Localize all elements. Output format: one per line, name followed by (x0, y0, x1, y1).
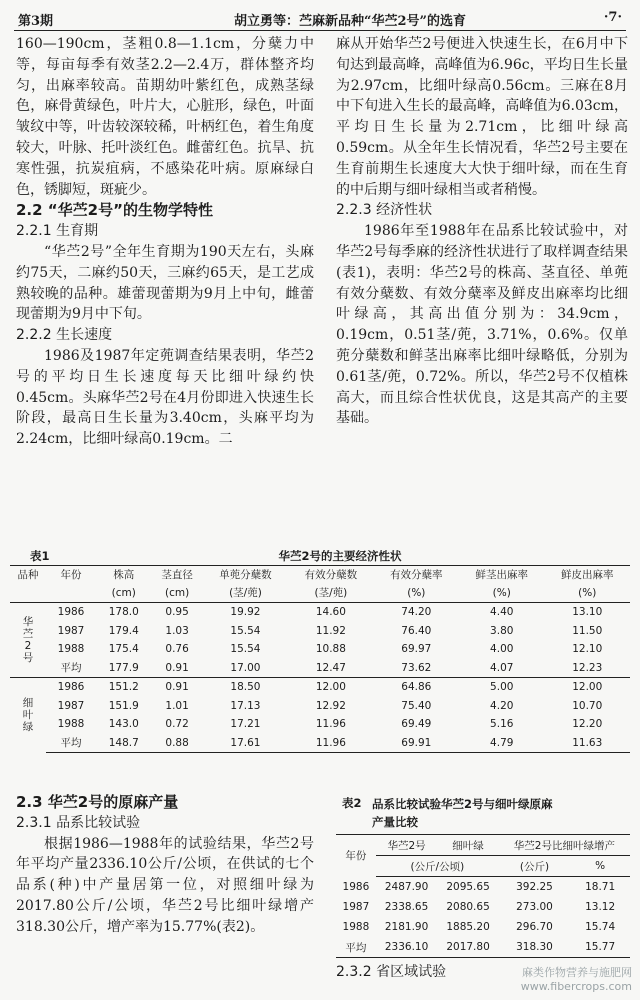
paragraph: “华苎2号”全年生育期为190天左右，头麻约75天，二麻约50天，三麻约65天，是工艺成熟较晚的品种。雄蕾现蕾期为9月上中旬，雌蕾现蕾期为9月中下旬。 (16, 243, 314, 323)
col-unit: (茎/蔸) (203, 584, 288, 603)
table-cell: 15.77 (570, 937, 630, 958)
table-cell: 11.96 (315, 718, 346, 731)
table-cell: 69.91 (374, 734, 459, 753)
table-cell: 12.47 (315, 661, 346, 674)
table-body (10, 603, 630, 753)
section-heading-2-3-1: 2.3.1 品系比较试验 (16, 814, 141, 831)
col-unit (46, 584, 96, 603)
table-row (10, 697, 630, 716)
running-title: 胡立勇等：苎麻新品种“华苎2号”的选育 (233, 14, 466, 29)
table-cell: 平均 (60, 662, 82, 675)
col-header-huazhu2: 华苎2号 (376, 835, 437, 856)
table-header-unit-row (336, 856, 630, 877)
table-cell: 11.63 (544, 734, 630, 753)
table-cell: 392.25 (516, 881, 553, 893)
section-2-3-column (16, 792, 314, 938)
table-cell: 4.07 (490, 661, 514, 674)
table-cell: 18.50 (203, 678, 288, 697)
table1-caption: 华苎2号的主要经济性状 (278, 549, 402, 563)
table-cell: 69.49 (401, 718, 432, 731)
table-cell: 4.40 (490, 606, 514, 619)
paragraph: 麻从开始华苎2号便进入快速生长，在6月中下旬达到最高峰，高峰值为6.96c，平均日生长量为2.97cm，比细叶绿高0.56cm。三麻在8月中下旬进入生长的最高峰，高峰值为6.03cm，平均日生长量为2.71cm，比细叶绿高0.59cm。从全年生长情况看，华苎2号主要在生育前期生长速度大大快于细叶绿，而在生育的中后期与细叶绿相当或者稍慢。 (336, 36, 628, 198)
table-cell: 1987 (57, 624, 85, 637)
table-cell: 3.80 (490, 624, 514, 637)
table-cell: 151.2 (96, 678, 151, 697)
table2-caption-line1: 品系比较试验华苎2号与细叶绿原麻 (372, 797, 553, 811)
table-cell: 12.23 (572, 661, 603, 674)
table-cell: 15.54 (230, 624, 261, 637)
issue-number: 第3期 (18, 14, 54, 29)
table-cell: 10.70 (572, 699, 603, 712)
col-header: 有效分蘖率 (374, 566, 459, 585)
table-cell: 2017.80 (437, 937, 498, 958)
table-cell: 1986 (342, 880, 370, 893)
table-header-row (10, 566, 630, 585)
table-cell: 11.96 (288, 734, 373, 753)
table-cell: 175.4 (108, 643, 139, 656)
table-cell: 296.70 (516, 921, 553, 933)
table-cell: 69.97 (401, 643, 432, 656)
paragraph: 根据1986—1988年的试验结果，华苎2号年平均产量2336.10公斤/公顷，在供试的七个品系(种)中产量居第一位，对照细叶绿为2017.80公斤/公顷，华苎2号比细叶绿增产318.30公斤，增产率为15.77%(表2)。 (16, 835, 314, 935)
table-row (10, 678, 630, 697)
table-cell: 4.00 (490, 643, 514, 656)
table-cell: 11.50 (572, 624, 603, 637)
table-cell: 73.62 (401, 661, 432, 674)
table-row (10, 603, 630, 622)
table-cell: 1986 (57, 606, 85, 619)
paragraph: 160—190cm，茎粗0.8—1.1cm，分蘖力中等，每亩每季有效茎2.2—2.4万，群体整齐均匀，出麻率较高。苗期幼叶紫红色，成熟茎绿色，麻骨黄绿色，叶片大，心脏形，绿色，叶面皱纹中等，叶齿较深较稀，叶柄红色，着生角度较大，叶脉、托叶淡红色。雌蕾红色。抗旱、抗寒性强，抗炭疽病，不感染花叶病。原麻绿白色，锈脚短，斑疵少。 (16, 36, 314, 198)
table-cell: 1885.20 (446, 921, 490, 933)
col-unit: (%) (374, 584, 459, 603)
table-cell: 4.20 (490, 699, 514, 712)
table-cell: 5.00 (459, 678, 544, 697)
col-unit (10, 584, 46, 603)
table-cell: 1988 (57, 643, 85, 656)
table-cell: 0.91 (165, 661, 189, 674)
table-cell: 1.03 (165, 624, 189, 637)
table-header-unit-row (10, 584, 630, 603)
page-header (14, 6, 626, 30)
table-cell: 0.72 (165, 718, 189, 731)
section-heading-2-2-3: 2.2.3 经济性状 (336, 202, 433, 219)
variety-name: 细 叶 绿 (10, 678, 46, 753)
table-row (336, 917, 630, 937)
table-cell: 177.9 (108, 661, 139, 674)
table-cell: 12.92 (315, 699, 346, 712)
col-header-increase: 华苎2号比细叶绿增产 (499, 835, 630, 856)
table-cell: 12.00 (288, 678, 373, 697)
table2-caption-line2: 产量比较 (372, 815, 418, 829)
table-cell: 64.86 (374, 678, 459, 697)
table2-label: 表2 (342, 796, 362, 810)
table-cell: 1.01 (165, 699, 189, 712)
watermark-line1: 麻类作物营养与施肥网 (522, 966, 632, 979)
col-header: 鲜皮出麻率 (544, 566, 630, 585)
table-cell: 2095.65 (446, 881, 490, 893)
table-row (10, 622, 630, 641)
table-cell: 2336.10 (376, 937, 437, 958)
table-cell: 4.79 (459, 734, 544, 753)
watermark-line2: www.fibercrops.com (520, 980, 632, 993)
table-row (10, 640, 630, 659)
yield-comparison-table (336, 834, 630, 958)
table-cell: 76.40 (401, 624, 432, 637)
col-unit: (cm) (96, 584, 151, 603)
table-cell: 10.88 (315, 643, 346, 656)
table-cell: 0.76 (165, 643, 189, 656)
table-cell: 0.88 (151, 734, 202, 753)
col-unit: (茎/蔸) (288, 584, 373, 603)
table-row (10, 734, 630, 753)
table-cell: 178.0 (108, 606, 139, 619)
variety-name: 华 苎 2 号 (22, 616, 34, 664)
table-cell: 143.0 (108, 718, 139, 731)
table-cell: 1987 (342, 901, 370, 913)
table-cell: 13.10 (572, 606, 603, 619)
col-header: 茎直径 (151, 566, 202, 585)
table-row (336, 937, 630, 958)
table-cell: 74.20 (401, 606, 432, 619)
site-watermark (521, 966, 632, 994)
table-cell: 15.54 (230, 643, 261, 656)
table-cell: 1987 (57, 699, 85, 712)
table-cell: 12.00 (544, 678, 630, 697)
col-header: 株高 (96, 566, 151, 585)
table-cell: 0.95 (165, 606, 189, 619)
section-heading-2-3: 2.3 华苎2号的原麻产量 (16, 793, 179, 811)
table-cell: 12.10 (572, 643, 603, 656)
unit-kg: (公斤) (499, 856, 570, 877)
section-heading-2-2-1: 2.2.1 生育期 (16, 223, 99, 240)
table-cell: 0.91 (151, 678, 202, 697)
paragraph: 1986及1987年定蔸调查结果表明，华苎2号的平均日生长速度每天比细叶绿约快0.45cm。头麻华苎2号在4月份即进入快速生长阶段，最高日生长量为3.40cm，头麻平均为2.24cm，比细叶绿高0.19cm。二 (16, 347, 314, 448)
header-rule (14, 30, 626, 31)
table-cell: 17.00 (230, 661, 261, 674)
table-row (10, 715, 630, 734)
page-number: ·7· (603, 10, 622, 25)
table-cell: 318.30 (499, 937, 570, 958)
table-cell: 17.13 (230, 699, 261, 712)
table-cell: 1986 (46, 678, 96, 697)
table-row (10, 659, 630, 678)
col-header: 鲜茎出麻率 (459, 566, 544, 585)
table-cell: 17.61 (203, 734, 288, 753)
table-cell: 179.4 (108, 624, 139, 637)
table-body (336, 877, 630, 958)
table-cell: 2080.65 (446, 901, 490, 913)
table1-label: 表1 (30, 549, 50, 563)
col-unit: (%) (544, 584, 630, 603)
table-cell: 15.74 (585, 921, 616, 933)
right-column (336, 34, 628, 429)
table-cell: 12.20 (572, 718, 603, 731)
col-header: 有效分蘖数 (288, 566, 373, 585)
left-column (16, 34, 314, 450)
table-cell: 平均 (46, 734, 96, 753)
section-heading-2-2: 2.2 “华苎2号”的生物学特性 (16, 201, 213, 220)
table2-caption (372, 795, 628, 831)
table-cell: 2338.65 (384, 901, 429, 913)
col-header: 品种 (10, 566, 46, 585)
table-header-row (336, 835, 630, 856)
table-cell: 13.12 (585, 901, 616, 913)
section-heading-2-2-2: 2.2.2 生长速度 (16, 327, 113, 344)
section-heading-2-3-2: 2.3.2 省区域试验 (336, 964, 447, 980)
unit-percent: % (570, 856, 630, 877)
table-cell: 2181.90 (384, 921, 429, 933)
table-cell: 2487.90 (384, 881, 429, 893)
table-cell: 1988 (342, 921, 370, 933)
col-header: 年份 (46, 566, 96, 585)
col-header: 单蔸分蘖数 (203, 566, 288, 585)
table-cell: 18.71 (585, 881, 616, 893)
table-row (336, 877, 630, 898)
table-cell: 平均 (336, 937, 376, 958)
table-cell: 14.60 (315, 606, 346, 619)
economic-traits-table (10, 565, 630, 753)
table-row (336, 897, 630, 917)
col-header-year: 年份 (336, 835, 376, 877)
table-cell: 19.92 (230, 606, 261, 619)
table-cell: 75.40 (401, 699, 432, 712)
table-cell: 148.7 (96, 734, 151, 753)
table-cell: 5.16 (490, 718, 514, 731)
col-unit: (cm) (151, 584, 202, 603)
paragraph: 1986年至1988年在品系比较试验中，对华苎2号每季麻的经济性状进行了取样调查结果(表1)，表明：华苎2号的株高、茎直径、单蔸有效分蘖数、有效分蘖率及鲜皮出麻率均比细叶绿高，其高出值分别为：34.9cm，0.19cm，0.51茎/蔸，3.71%，0.6%。仅单蔸分蘖数和鲜茎出麻率比细叶绿略低，分别为0.61茎/蔸，0.72%。所以，华苎2号不仅植株高大，而且综合性状优良，这是其高产的主要基础。 (336, 223, 628, 427)
col-header-xiyelv: 细叶绿 (437, 835, 498, 856)
table-cell: 11.92 (315, 624, 346, 637)
table-cell: 273.00 (516, 901, 553, 913)
table-cell: 151.9 (108, 699, 139, 712)
table-cell: 1988 (57, 718, 85, 731)
unit-kg-per-ha: (公斤/公顷) (376, 856, 499, 877)
table-cell: 17.21 (230, 718, 261, 731)
col-unit: (%) (459, 584, 544, 603)
